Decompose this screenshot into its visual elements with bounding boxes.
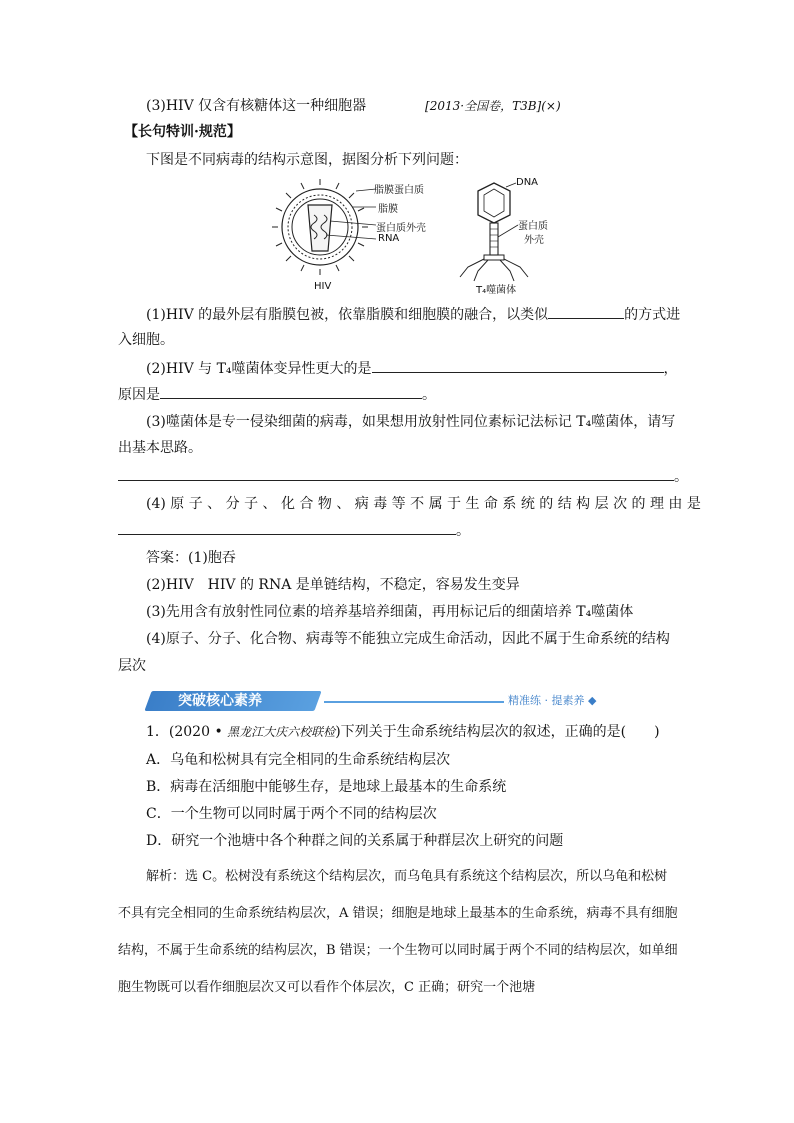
answer-3: (3)先用含有放射性同位素的培养基培养细菌，再用标记后的细菌培养 T₄噬菌体: [146, 604, 634, 620]
q2-text-b: ，: [663, 361, 678, 377]
answer-4: (4)原子、分子、化合物、病毒等不能独立完成生命活动，因此不属于生命系统的结构: [146, 631, 670, 647]
mcq-option-c[interactable]: C．一个生物可以同时属于两个不同的结构层次: [146, 806, 437, 822]
mcq-stem: [146, 722, 660, 742]
q3-source: [2013·全国卷，T3B](×): [425, 99, 561, 113]
q1-text-b: 的方式进: [624, 307, 681, 323]
q3-answer-line: [118, 466, 688, 487]
mcq-stem-prefix: 1．(2020 •: [146, 724, 223, 740]
intro: 下图是不同病毒的结构示意图，据图分析下列问题：: [146, 152, 468, 168]
q4-line: (4) 原 子 、 分 子 、 化 合 物 、 病 毒 等 不 属 于 生 命 系 统 的 结 构 层 次 的 理 由 是: [146, 496, 701, 512]
q2-text-c: 原因是: [118, 387, 160, 403]
answer-2: (2)HIV HIV 的 RNA 是单链结构，不稳定，容易发生变异: [146, 577, 520, 593]
mcq-option-b[interactable]: B．病毒在活细胞中能够生存，是地球上最基本的生命系统: [146, 779, 507, 795]
section-banner: [148, 689, 692, 713]
q3-text: (3)HIV 仅含有核糖体这一种细胞器: [146, 98, 367, 114]
explanation-text: 解析：选 C。松树没有系统这个结构层次，而乌龟具有系统这个结构层次，所以乌龟和松树不具有完全相同的生命系统结构层次，A 错误；细胞是地球上最基本的生命系统，病毒不具有细胞结构，不属于生命系统的结构层次，B 错误；一个生物可以同时属于两个不同的结构层次，如单细胞生物既可以看作细胞层次又可以看作个体层次，C 正确；研究一个池塘: [118, 869, 678, 995]
t4-label-protein: 蛋白质: [518, 221, 548, 232]
t4-label-shell: 外壳: [524, 235, 544, 246]
hiv-caption: HIV: [314, 281, 332, 292]
q2-line: [146, 358, 678, 379]
q4-answer-line: [118, 520, 470, 541]
banner-title: 突破核心素养: [178, 693, 262, 709]
q1-text-a: (1)HIV 的最外层有脂膜包被，依靠脂膜和细胞膜的融合，以类似: [146, 307, 549, 323]
banner-rule: [324, 701, 504, 703]
q3-question-line-2: 出基本思路。: [118, 440, 202, 456]
mcq-option-d[interactable]: D．研究一个池塘中各个种群之间的关系属于种群层次上研究的问题: [146, 833, 564, 849]
hiv-diagram: [272, 179, 376, 275]
explanation: [118, 858, 678, 1006]
banner-subtitle: 精准练 · 提素养 ◆: [508, 694, 597, 707]
hiv-label-capsid: 蛋白质外壳: [376, 223, 426, 234]
q3-question-line: (3)噬菌体是专一侵染细菌的病毒，如果想用放射性同位素标记法标记 T₄噬菌体，请写: [146, 414, 676, 430]
q1-line: [146, 304, 680, 325]
hiv-label-lipid: 脂膜: [378, 204, 398, 215]
t4-phage-diagram: [460, 183, 528, 281]
q3-line: [146, 96, 561, 116]
mcq-option-a[interactable]: A．乌龟和松树具有完全相同的生命系统结构层次: [146, 752, 451, 768]
virus-figure: [270, 175, 570, 297]
q3-blank[interactable]: [118, 466, 674, 481]
q2-line-2: [118, 384, 436, 405]
q2-text-a: (2)HIV 与 T₄噬菌体变异性更大的是: [146, 361, 372, 377]
section-title: 【长句特训·规范】: [124, 124, 241, 140]
q4-blank[interactable]: [118, 520, 456, 535]
q3-end: 。: [674, 469, 688, 485]
hiv-label-rna: RNA: [378, 233, 400, 244]
q1-continued: 入细胞。: [118, 332, 174, 348]
t4-caption: T₄噬菌体: [476, 285, 517, 296]
q2-text-d: 。: [422, 387, 436, 403]
q1-blank[interactable]: [548, 304, 624, 319]
q2-blank-2[interactable]: [160, 384, 422, 399]
answer-4-continued: 层次: [118, 658, 146, 674]
t4-label-dna: DNA: [516, 177, 539, 188]
answer-1: 答案：(1)胞吞: [146, 550, 236, 566]
mcq-source: 黑龙江大庆六校联检: [227, 725, 336, 739]
q2-blank-1[interactable]: [372, 358, 664, 373]
mcq-stem-suffix: )下列关于生命系统结构层次的叙述，正确的是( ): [335, 724, 660, 740]
hiv-label-lipid-protein: 脂膜蛋白质: [374, 185, 424, 196]
q4-end: 。: [456, 523, 470, 539]
